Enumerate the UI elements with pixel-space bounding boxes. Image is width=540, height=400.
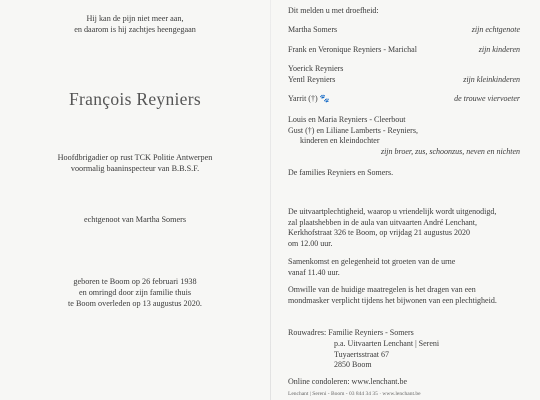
- family-names: Yoerick Reyniers: [288, 64, 344, 73]
- address-line: Tuyaertsstraat 67: [334, 349, 390, 359]
- footer: Lenchant | Sereni - Boom - 03 844 34 35 · www.lenchant.be: [288, 391, 421, 397]
- paw-icon: 🐾: [319, 94, 330, 103]
- intro: Dit melden u met droefheid:: [288, 6, 379, 15]
- gathering-line: Samenkomst en gelegenheid tot groeten van de urne: [288, 257, 456, 266]
- address-line: 2850 Boom: [334, 360, 372, 370]
- ceremony-line: om 12.00 uur.: [288, 238, 333, 248]
- sibling-line: kinderen en kleindochter: [300, 136, 380, 146]
- gathering: [288, 257, 528, 278]
- verse-line: en daarom is hij zachtjes heengegaan: [74, 25, 196, 34]
- sibling-line: Louis en Maria Reyniers - Cleerbout: [288, 115, 406, 124]
- family-row: [288, 64, 520, 88]
- family-relation: zijn echtgenote: [471, 25, 520, 34]
- birth-death: [0, 276, 270, 309]
- siblings-relation: zijn broer, zus, schoonzus, neven en nichten: [380, 147, 520, 156]
- ceremony-line: Kerkhofstraat 326 te Boom, op vrijdag 21 augustus 2020: [288, 228, 470, 238]
- measures-line: Omwille van de huidige maatregelen is het dragen van een: [288, 285, 476, 294]
- birth-line: en omringd door zijn familie thuis: [78, 288, 192, 297]
- family-names: Martha Somers: [288, 25, 338, 34]
- title-line: voormalig baaninspecteur van B.B.S.F.: [70, 164, 200, 173]
- ceremony: [288, 207, 528, 249]
- pet-name: Yarrit (†): [288, 94, 318, 103]
- verse: [0, 13, 270, 35]
- measures: [288, 285, 528, 306]
- address: [334, 339, 540, 371]
- sibling-line: Gust (†) en Liliane Lamberts - Reyniers,: [288, 125, 418, 135]
- deceased-name: François Reyniers: [69, 89, 201, 109]
- fold-line: [270, 0, 271, 400]
- family-relation: zijn kleinkinderen: [463, 74, 520, 84]
- ceremony-line: De uitvaartplechtigheid, waarop u vriendelijk wordt uitgenodigd,: [288, 207, 497, 216]
- measures-line: mondmasker verplicht tijdens het bijwonen van een plechtigheid.: [288, 295, 497, 305]
- families: De families Reyniers en Somers.: [288, 168, 394, 177]
- family-names: Yentl Reyniers: [288, 74, 336, 84]
- siblings: [288, 115, 528, 147]
- address-label: Rouwadres: Familie Reyniers - Somers: [288, 328, 414, 337]
- spouse-line: echtgenoot van Martha Somers: [83, 215, 187, 224]
- birth-line: te Boom overleden op 13 augustus 2020.: [68, 299, 202, 308]
- condolences-link[interactable]: Online condoleren: www.lenchant.be: [288, 377, 407, 386]
- ceremony-line: zal plaatshebben in de aula van uitvaarten André Lenchant,: [288, 217, 478, 227]
- verse-line: Hij kan de pijn niet meer aan,: [86, 14, 184, 23]
- title-line: Hoofdbrigadier op rust TCK Politie Antwerpen: [57, 153, 213, 162]
- titles: [0, 152, 270, 174]
- family-names: Frank en Veronique Reyniers - Marichal: [288, 45, 417, 54]
- family-relation: zijn kinderen: [478, 45, 520, 54]
- gathering-line: vanaf 11.40 uur.: [288, 267, 340, 277]
- address-line: p.a. Uitvaarten Lenchant | Sereni: [334, 339, 440, 348]
- family-names: [288, 94, 330, 105]
- birth-line: geboren te Boom op 26 februari 1938: [73, 277, 197, 286]
- family-relation: de trouwe viervoeter: [454, 94, 520, 103]
